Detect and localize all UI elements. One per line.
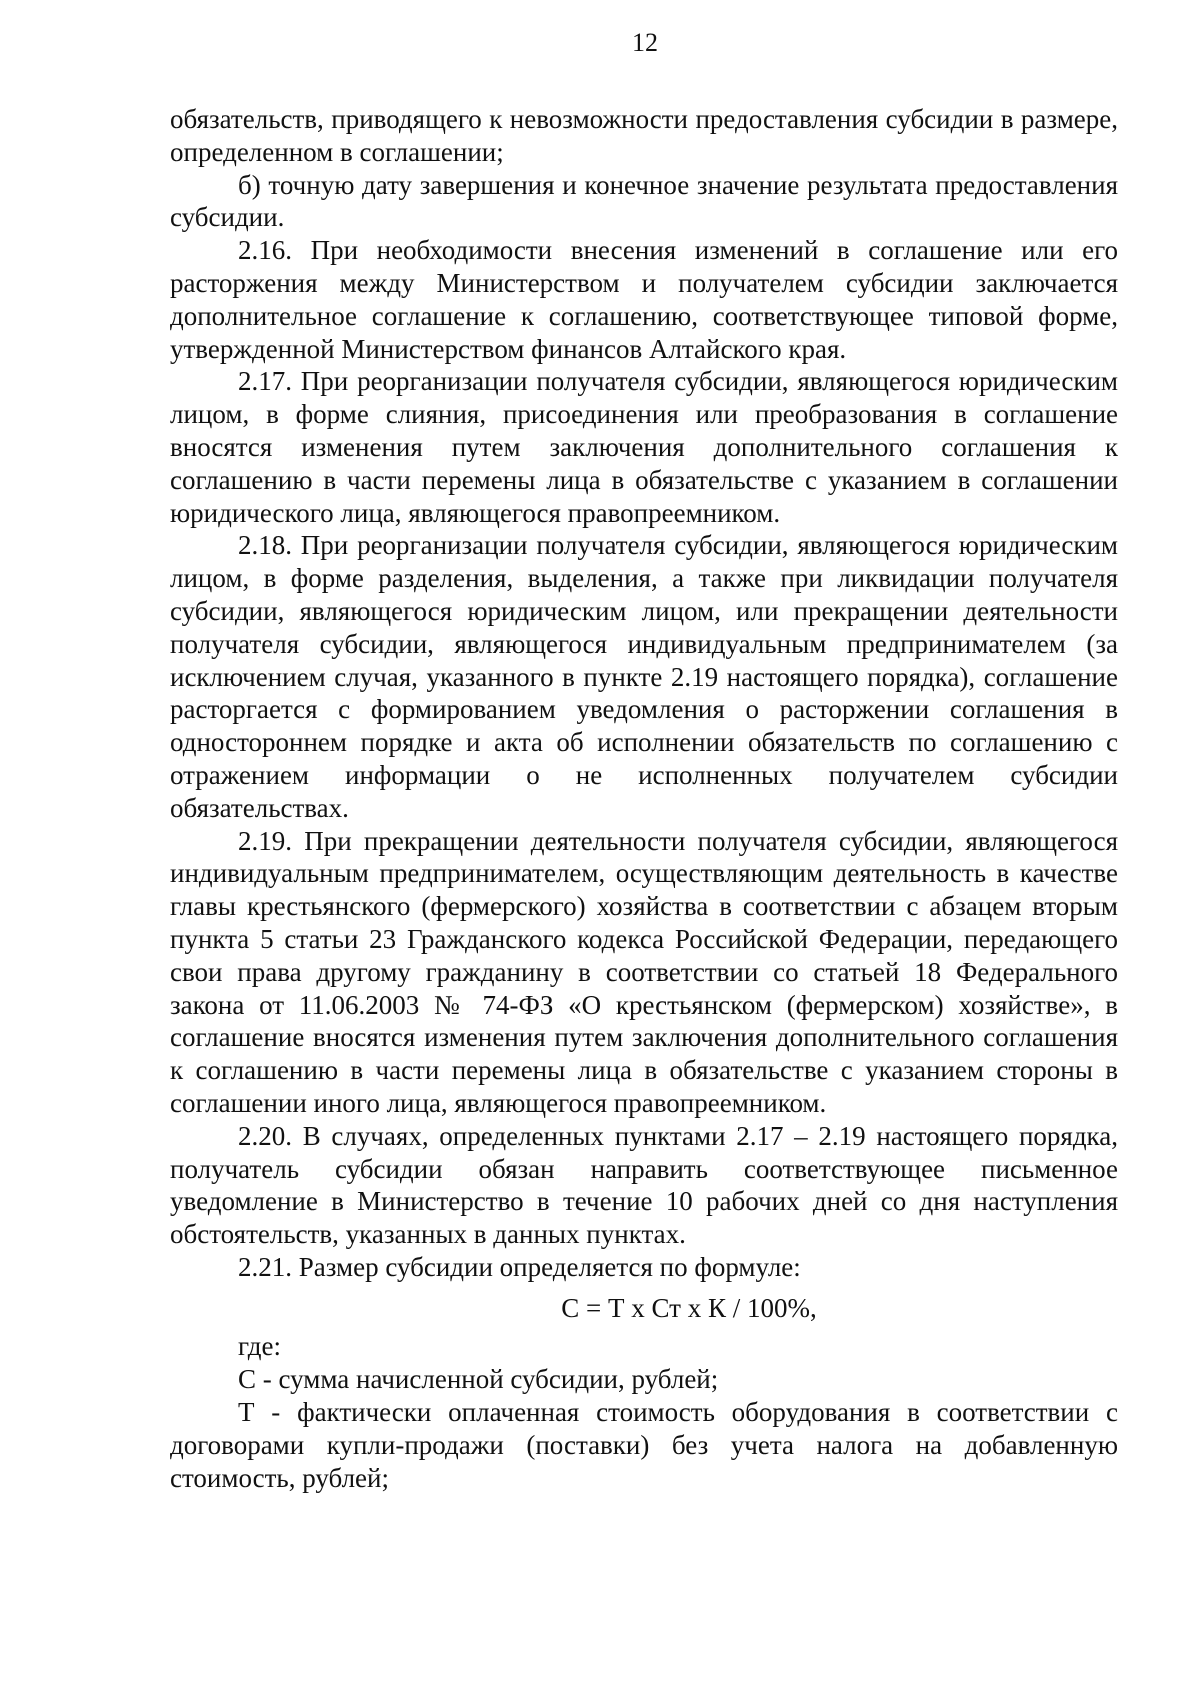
- paragraph-2-16: 2.16. При необходимости внесения изменений в соглашение или его расторжения между Министерством и получателем субсидии заключается дополнительное соглашение к соглашению, соответствующее типовой форме, утвержденной Министерством финансов Алтайского края.: [170, 235, 1118, 364]
- paragraph-2-21: 2.21. Размер субсидии определяется по формуле:: [238, 1251, 801, 1282]
- paragraph-continuation: обязательств, приводящего к невозможности предоставления субсидии в размере, определенном в соглашении;: [170, 104, 1118, 167]
- paragraph-2-20: 2.20. В случаях, определенных пунктами 2.17 – 2.19 настоящего порядка, получатель субсидии обязан направить соответствующее письменное уведомление в Министерство в течение 10 рабочих дней со дня наступления обстоятельств, указанных в данных пунктах.: [170, 1120, 1118, 1250]
- formula-where-label: где:: [238, 1331, 281, 1362]
- subsidy-formula: С = Т х Ст х К / 100%,: [561, 1292, 817, 1323]
- document-body: [170, 103, 1118, 1494]
- paragraph-item-b: б) точную дату завершения и конечное значение результата предоставления субсидии.: [170, 169, 1118, 233]
- paragraph-2-19: 2.19. При прекращении деятельности получателя субсидии, являющегося индивидуальным предпринимателем, осуществляющим деятельность в качестве главы крестьянского (фермерского) хозяйства в соответствии с абзацем вторым пункта 5 статьи 23 Гражданского кодекса Российской Федерации, передающего свои права другому гражданину в соответствии со статьей 18 Федерального закона от 11.06.2003 № 74-ФЗ «О крестьянском (фермерском) хозяйстве», в соглашение вносятся изменения путем заключения дополнительного соглашения к соглашению в части перемены лица в обязательстве с указанием стороны в соглашении иного лица, являющегося правопреемником.: [170, 825, 1118, 1118]
- formula-definition-t: Т - фактически оплаченная стоимость оборудования в соответствии с договорами купли-продажи (поставки) без учета налога на добавленную стоимость, рублей;: [170, 1397, 1118, 1493]
- formula-definition-c: С - сумма начисленной субсидии, рублей;: [238, 1364, 719, 1395]
- paragraph-2-18: 2.18. При реорганизации получателя субсидии, являющегося юридическим лицом, в форме разделения, выделения, а также при ликвидации получателя субсидии, являющегося юридическим лицом, или прекращении деятельности получателя субсидии, являющегося индивидуальным предпринимателем (за исключением случая, указанного в пункте 2.19 настоящего порядка), соглашение расторгается с формированием уведомления о расторжении соглашения в одностороннем порядке и акта об исполнении обязательств по соглашению с отражением информации о не исполненных получателем субсидии обязательствах.: [170, 530, 1118, 823]
- page-number: 12: [632, 28, 658, 57]
- paragraph-2-17: 2.17. При реорганизации получателя субсидии, являющегося юридическим лицом, в форме слияния, присоединения или преобразования в соглашение вносятся изменения путем заключения дополнительного соглашения к соглашению в части перемены лица в обязательстве с указанием в соглашении юридического лица, являющегося правопреемником.: [170, 366, 1118, 528]
